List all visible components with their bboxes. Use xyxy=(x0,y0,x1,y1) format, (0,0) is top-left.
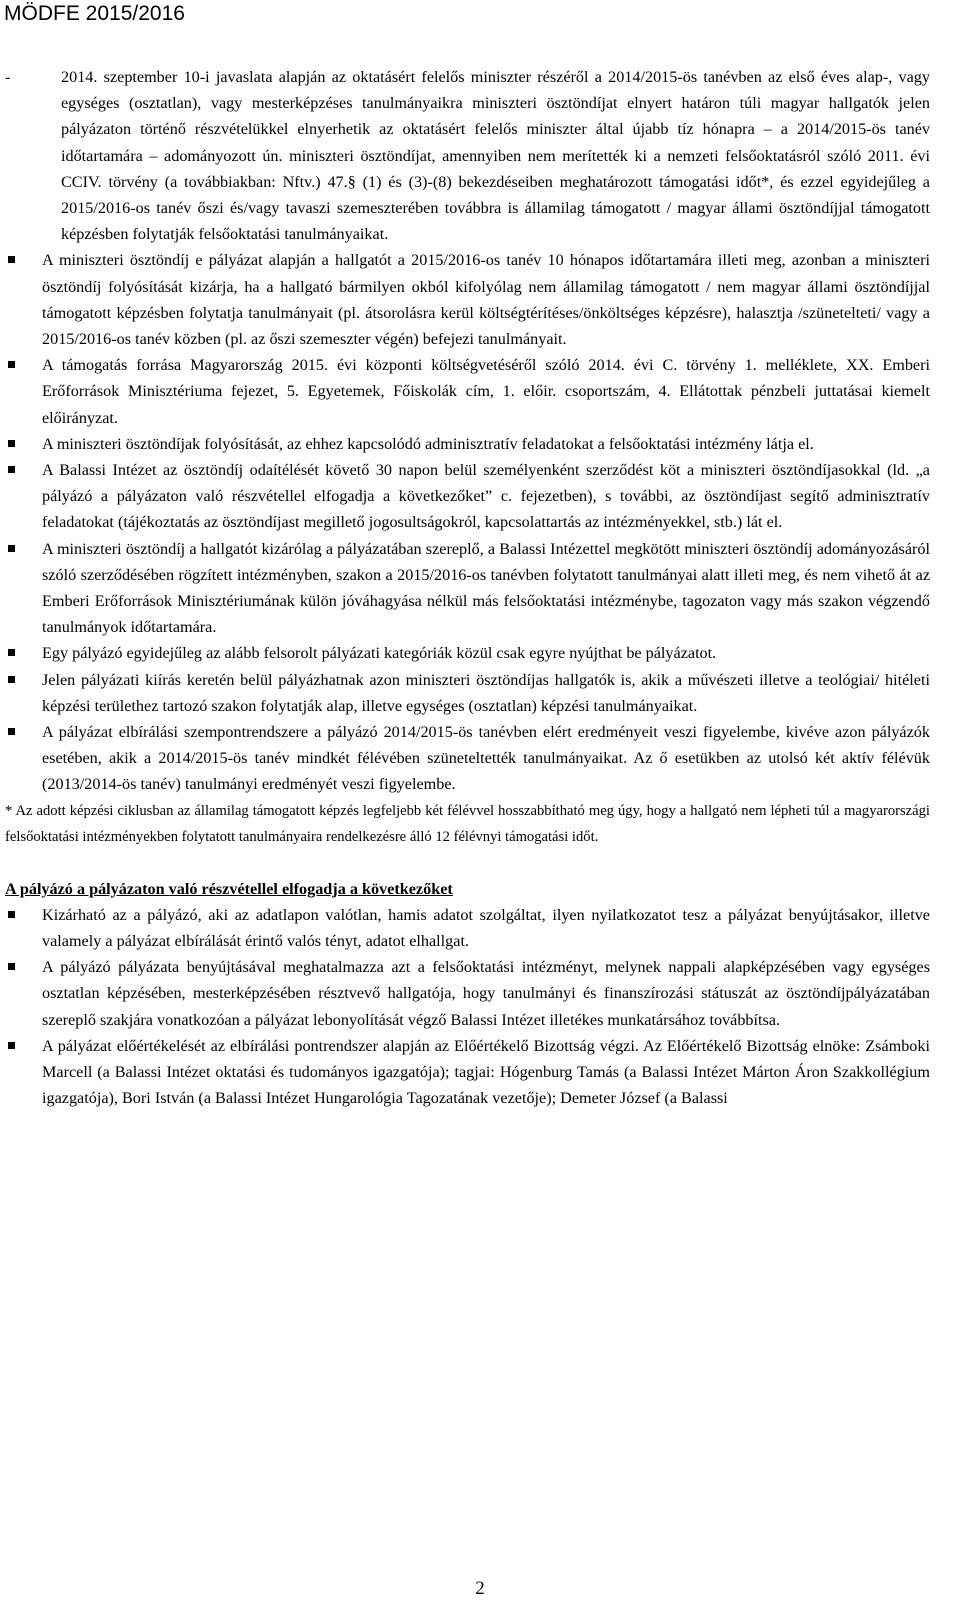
dash-list-item xyxy=(5,64,930,247)
list-item-text: A támogatás forrása Magyarország 2015. évi központi költségvetéséről szóló 2014. évi C. törvény 1. melléklete, XX. Emberi Erőforrások Minisztériuma fejezet, 5. Egyetemek, Főiskolák cím, 1. előir. csoportszám, 4. Ellátottak pénzbeli juttatásai kiemelt előirányzat. xyxy=(42,356,930,427)
list-item xyxy=(5,247,930,352)
dash-item-text: 2014. szeptember 10-i javaslata alapján az oktatásért felelős miniszter részéről a 2014/2015-ös tanévben az első éves alap-, vagy egységes (osztatlan), vagy mesterképzéses tanulmányaikra miniszteri ösztöndíjat elnyert határon túli magyar hallgatók jelen pályázaton történő részvételükkel elnyerhetik az oktatásért felelős miniszter által újabb tíz hónapra – a 2014/2015-ös tanév időtartamára – adományozott ún. miniszteri ösztöndíjat, amennyiben nem merítették ki a nemzeti felsőoktatásról szóló 2011. évi CCIV. törvény (a továbbiakban: Nftv.) 47.§ (1) és (3)-(8) bekezdéseiben meghatározott támogatási időt*, és ezzel egyidejűleg a 2015/2016-os tanév őszi és/vagy tavaszi szemeszterében továbbra is államilag támogatott / magyar állami ösztöndíjjal támogatott képzésben folytatják felsőoktatási tanulmányaikat. xyxy=(61,68,930,244)
list-item-text: A Balassi Intézet az ösztöndíj odaítélését követő 30 napon belül személyenként szerződést köt a miniszteri ösztöndíjasokkal (ld. „a pályázó a pályázaton való részvétellel elfogadja a következőket” c. fejezetben), s további, az ösztöndíjast segítő adminisztratív feladatokat (tájékoztatás az ösztöndíjast megillető jogosultságokról, kapcsolattartás az intézményekkel, stb.) lát el. xyxy=(42,461,930,532)
bullet-square-icon xyxy=(8,728,15,735)
section-heading: A pályázó a pályázaton való részvétellel elfogadja a következőket xyxy=(5,879,453,898)
list-item-text: A pályázó pályázata benyújtásával meghatalmazza azt a felsőoktatási intézményt, melynek nappali alapképzésében vagy egységes osztatlan képzésében, mesterképzésében résztvevő hallgatója, hogy tanulmányi és finanszírozási státuszát az ösztöndíjpályázatában szereplő szakjára vonatkozóan a pályázat lebonyolítását végző Balassi Intézet illetékes munkatársához továbbítsa. xyxy=(42,958,930,1029)
list-item-text: A miniszteri ösztöndíjak folyósítását, az ehhez kapcsolódó adminisztratív feladatokat a felsőoktatási intézmény látja el. xyxy=(42,434,814,453)
bullet-square-icon xyxy=(8,440,15,447)
list-item xyxy=(5,667,930,719)
bullet-square-icon xyxy=(8,545,15,552)
bullet-square-icon xyxy=(8,1042,15,1049)
bullet-square-icon xyxy=(8,911,15,918)
list-item xyxy=(5,536,930,641)
list-item xyxy=(5,1033,930,1112)
page-header: MÖDFE 2015/2016 xyxy=(4,2,185,25)
list-item-text: A miniszteri ösztöndíj e pályázat alapján a hallgatót a 2015/2016-os tanév 10 hónapos időtartamára illeti meg, azonban a miniszteri ösztöndíj folyósítását kizárja, ha a hallgató bármilyen okból kifolyólag nem államilag támogatott / nem magyar állami ösztöndíjjal támogatott képzésben folytatja tanulmányait (pl. átsorolásra kerül költségtérítéses/önköltséges képzésre), halasztja /szünetelteti/ vagy a 2015/2016-os tanév közben (pl. az őszi szemeszter végén) befejezi tanulmányait. xyxy=(42,251,930,349)
list-item xyxy=(5,457,930,536)
list-item-text: Egy pályázó egyidejűleg az alább felsorolt pályázati kategóriák közül csak egyre nyújthat be pályázatot. xyxy=(42,644,717,663)
list-item-text: A pályázat előértékelését az elbírálási pontrendszer alapján az Előértékelő Bizottság végzi. Az Előértékelő Bizottság elnöke: Zsámboki Marcell (a Balassi Intézet oktatási és tudományos igazgatója); tagjai: Hógenburg Tamás (a Balassi Intézet Márton Áron Szakkollégium igazgatója), Bori István (a Balassi Intézet Hungarológia Tagozatának vezetője); Demeter József (a Balassi xyxy=(42,1036,930,1108)
list-item xyxy=(5,902,930,954)
document-body xyxy=(5,64,930,1111)
bullet-square-icon xyxy=(8,361,15,368)
dash-marker: - xyxy=(5,68,11,86)
list-item xyxy=(5,640,930,666)
bullet-square-icon xyxy=(8,256,15,263)
list-item-text: Kizárható az a pályázó, aki az adatlapon valótlan, hamis adatot szolgáltat, ilyen nyilatkozatot tesz a pályázat benyújtásakor, illetve valamely a pályázat elbírálását érintő valós tényt, adatot elhallgat. xyxy=(42,905,930,950)
list-item-text: Jelen pályázati kiírás keretén belül pályázhatnak azon miniszteri ösztöndíjas hallgatók is, akik a művészeti illetve a teológiai/ hitéleti képzési területhez tartozó szakon folytatják alap, illetve egységes (osztatlan) képzési tanulmányaikat. xyxy=(42,670,930,715)
list-item xyxy=(5,352,930,431)
footnote: * Az adott képzési ciklusban az államilag támogatott képzés legfeljebb két félévvel hosszabbítható meg úgy, hogy a hallgató nem lépheti túl a magyarországi felsőoktatási intézményekben folytatott tanulmányaira rendelkezésre álló 12 félévnyi támogatási időt. xyxy=(5,802,930,845)
list-item xyxy=(5,431,930,457)
list-item xyxy=(5,719,930,798)
list-item xyxy=(5,954,930,1033)
list-item-text: A pályázat elbírálási szempontrendszere a pályázó 2014/2015-ös tanévben elért eredményeit veszi figyelembe, kivéve azon pályázók esetében, akik a 2014/2015-ös tanév mindkét félévében szüneteltették tanulmányaikat. Az ő esetükben az utolsó két aktív félévük (2013/2014-ös tanév) tanulmányi eredményét veszi figyelembe. xyxy=(42,723,930,794)
page-number: 2 xyxy=(475,1578,485,1599)
bullet-square-icon xyxy=(8,466,15,473)
list-item-text: A miniszteri ösztöndíj a hallgatót kizárólag a pályázatában szereplő, a Balassi Intézettel megkötött miniszteri ösztöndíj adományozásáról szóló szerződésében rögzített intézményben, szakon a 2015/2016-os tanévben folytatott tanulmányai alatt illeti meg, és nem vihető át az Emberi Erőforrások Minisztériumának külön jóváhagyása nélkül más felsőoktatási intézménybe, tagozaton vagy más szakon végzendő tanulmányok időtartamára. xyxy=(42,539,930,637)
bullet-square-icon xyxy=(8,963,15,970)
bullet-square-icon xyxy=(8,676,15,683)
bullet-square-icon xyxy=(8,649,15,656)
